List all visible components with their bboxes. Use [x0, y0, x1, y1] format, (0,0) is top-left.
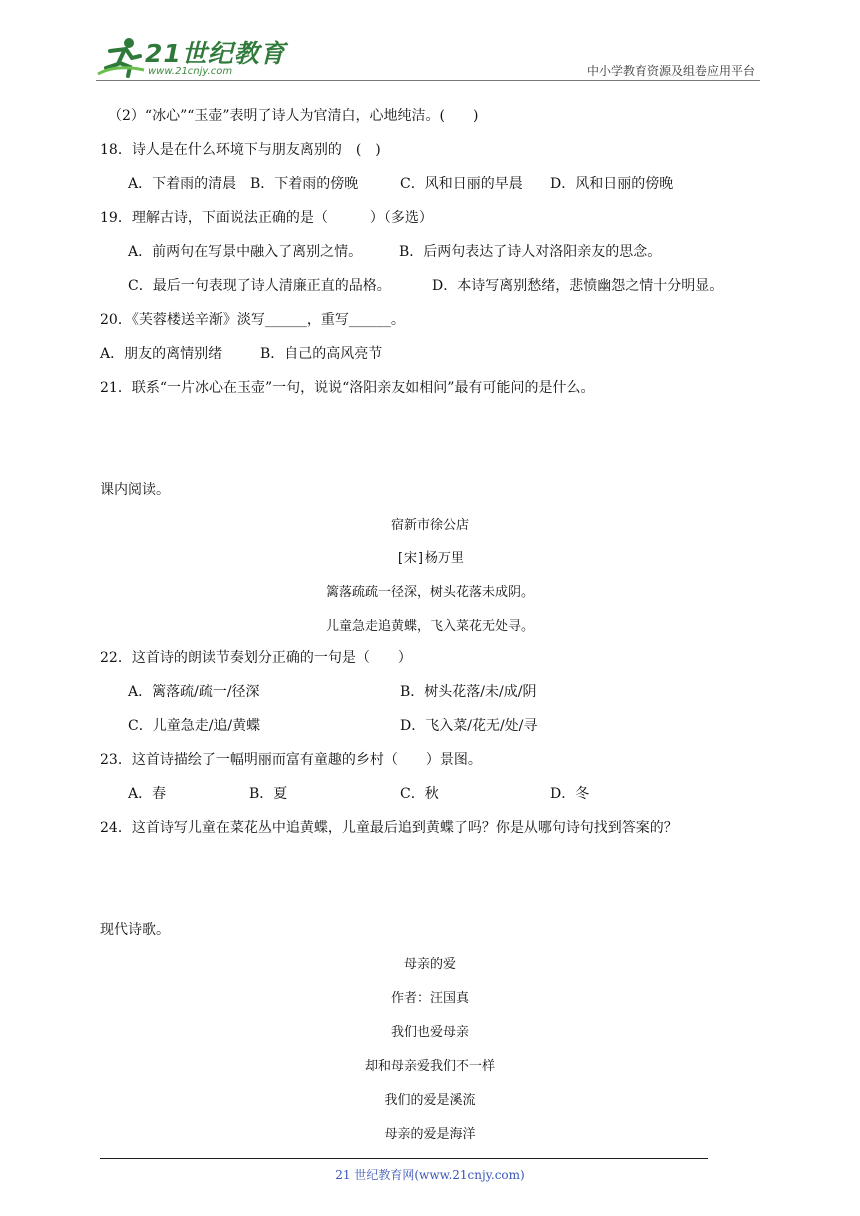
q23-option-c: C．秋 [400, 786, 439, 802]
q23-option-d: D．冬 [550, 786, 590, 802]
q22-option-c: C．儿童急走/追/黄蝶 [128, 718, 261, 734]
logo-text: 21世纪教育 [145, 39, 286, 68]
poem-title: 母亲的爱 [403, 957, 456, 972]
q18-option-b: B．下着雨的傍晚 [250, 176, 359, 192]
footer-divider [100, 1158, 708, 1159]
site-title: 中小学教育资源及组卷应用平台 [586, 64, 755, 78]
q19-option-d: D．本诗写离别愁绪，悲愤幽怨之情十分明显。 [432, 278, 724, 294]
q22-option-b: B．树头花落/未/成/阴 [400, 684, 537, 700]
question-20-stem: 20．《芙蓉楼送辛渐》淡写______，重写______。 [100, 312, 405, 328]
poem-line: 儿童急走追黄蝶，飞入菜花无处寻。 [325, 619, 534, 634]
section-heading-reading: 课内阅读。 [100, 482, 170, 498]
question-22-stem: 22．这首诗的朗读节奏划分正确的一句是（ ） [100, 650, 412, 666]
q23-option-b: B．夏 [249, 786, 288, 802]
poem-author: 作者：汪国真 [390, 991, 469, 1006]
q20-option-b: B．自己的高风亮节 [260, 346, 383, 362]
q23-option-a: A．春 [128, 786, 167, 802]
poem-line: 我们的爱是溪流 [384, 1093, 476, 1108]
question-17-2: （2）“冰心”“玉壶”表明了诗人为官清白，心地纯洁。( ) [108, 108, 479, 124]
q19-option-a: A．前两句在写景中融入了离别之情。 [128, 244, 363, 260]
poem-line: 却和母亲爱我们不一样 [364, 1059, 495, 1074]
q20-option-a: A．朋友的离情别绪 [100, 346, 223, 362]
q19-option-c: C．最后一句表现了诗人清廉正直的品格。 [128, 278, 391, 294]
section-heading-poetry: 现代诗歌。 [100, 922, 170, 938]
q18-option-d: D．风和日丽的傍晚 [550, 176, 674, 192]
q22-option-a: A．篱落疏/疏一/径深 [128, 684, 260, 700]
question-23-stem: 23．这首诗描绘了一幅明丽而富有童趣的乡村（ ）景图。 [100, 752, 482, 768]
runner-icon [96, 34, 146, 80]
question-21: 21．联系“一片冰心在玉壶”一句，说说“洛阳亲友如相问”最有可能问的是什么。 [100, 380, 595, 396]
poem-line: 我们也爱母亲 [390, 1025, 469, 1040]
question-19-stem: 19．理解古诗，下面说法正确的是（ ）（多选） [100, 210, 433, 226]
q18-option-a: A．下着雨的清晨 [128, 176, 237, 192]
logo-url: www.21cnjy.com [148, 66, 233, 77]
poem-title: 宿新市徐公店 [390, 518, 469, 533]
question-18-stem: 18．诗人是在什么环境下与朋友离别的 ( ) [100, 142, 381, 158]
question-24: 24．这首诗写儿童在菜花丛中追黄蝶，儿童最后追到黄蝶了吗？你是从哪句诗句找到答案的？ [100, 820, 678, 836]
q19-option-b: B．后两句表达了诗人对洛阳亲友的思念。 [399, 244, 662, 260]
poem-author: [宋]杨万里 [396, 551, 464, 566]
q22-option-d: D．飞入菜/花无/处/寻 [400, 718, 538, 734]
poem-line: 母亲的爱是海洋 [384, 1127, 476, 1142]
poem-line: 篱落疏疏一径深，树头花落未成阴。 [325, 585, 534, 600]
q18-option-c: C．风和日丽的早晨 [400, 176, 523, 192]
footer-link[interactable]: 21 世纪教育网(www.21cnjy.com) [335, 1168, 525, 1182]
header-divider [96, 80, 760, 81]
